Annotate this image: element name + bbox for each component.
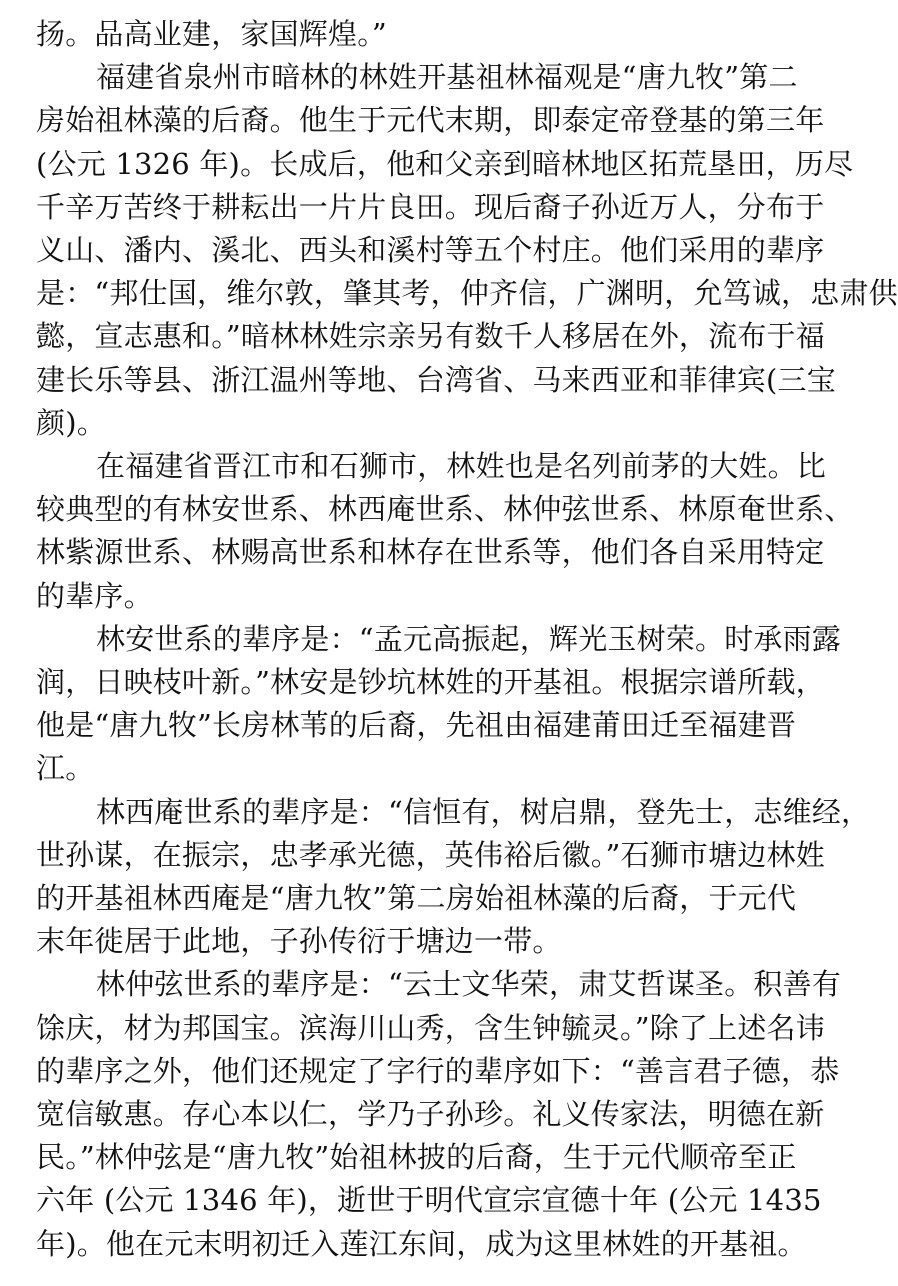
text-line: 的辈序。 — [36, 578, 153, 613]
text-line: 较典型的有林安世系、林西庵世系、林仲弦世系、林原奄世系、 — [36, 492, 854, 527]
paragraph-start-line: 林仲弦世系的辈序是：“云士文华荣，肃艾哲谋圣。积善有 — [96, 967, 842, 1002]
text-line: 房始祖林藻的后裔。他生于元代末期，即泰定帝登基的第三年 — [36, 103, 825, 138]
text-line: 千辛万苦终于耕耘出一片片良田。现后裔子孙近万人，分布于 — [36, 189, 825, 224]
paragraph-start-line: 福建省泉州市暗林的林姓开基祖林福观是“唐九牧”第二 — [96, 60, 798, 95]
text-line: 馀庆，材为邦国宝。滨海川山秀，含生钟毓灵。”除了上述名讳 — [36, 1010, 825, 1045]
text-line: 润，日映枝叶新。”林安是钞坑林姓的开基祖。根据宗谱所载， — [36, 665, 825, 699]
paragraph-start-line: 林西庵世系的辈序是：“信恒有，树启鼎，登先士，志维经， — [96, 794, 871, 829]
text-line: 末年徙居于此地，子孙传衍于塘边一带。 — [36, 924, 562, 959]
text-line: 世孙谋，在振宗，忠孝承光德，英伟裕后徽。”石狮市塘边林姓 — [36, 837, 825, 872]
text-line: 建长乐等县、浙江温州等地、台湾省、马来西亚和菲律宾(三宝 — [36, 362, 836, 397]
text-line: 的开基祖林西庵是“唐九牧”第二房始祖林藻的后裔，于元代 — [36, 881, 797, 915]
text-line: 宽信敏惠。存心本以仁，学乃子孙珍。礼义传家法，明德在新 — [36, 1097, 825, 1131]
text-line: 是：“邦仕国，维尔敦，肇其考，仲齐信，广渊明，允笃诚，忠肃供 — [36, 276, 898, 311]
text-line: 的辈序之外，他们还规定了字行的辈序如下：“善言君子德，恭 — [36, 1053, 840, 1088]
text-line: 义山、潘内、溪北、西头和溪村等五个村庄。他们采用的辈序 — [36, 233, 825, 267]
paragraph-start-line: 林安世系的辈序是：“孟元高振起，辉光玉树荣。时承雨露 — [96, 621, 842, 656]
paragraph-start-line: 在福建省晋江市和石狮市，林姓也是名列前茅的大姓。比 — [96, 449, 827, 483]
text-line: 他是“唐九牧”长房林苇的后裔，先祖由福建莆田迁至福建晋 — [36, 708, 797, 743]
text-line: 六年 (公元 1346 年)，逝世于明代宣宗宣德十年 (公元 1435 — [36, 1183, 822, 1218]
text-line: 民。”林仲弦是“唐九牧”始祖林披的后裔，生于元代顺帝至正 — [36, 1140, 797, 1175]
text-line: 林紫源世系、林赐高世系和林存在世系等，他们各自采用特定 — [36, 535, 825, 570]
text-line: 年)。他在元末明初迁入莲江东间，成为这里林姓的开基祖。 — [36, 1226, 807, 1261]
text-line: 江。 — [36, 751, 95, 786]
text-line: 懿，宣志惠和。”暗林林姓宗亲另有数千人移居在外，流布于福 — [36, 319, 825, 354]
text-line: (公元 1326 年)。长成后，他和父亲到暗林地区拓荒垦田，历尽 — [36, 146, 854, 181]
text-line: 扬。品高业建，家国辉煌。” — [36, 17, 387, 51]
text-line: 颜)。 — [36, 405, 106, 440]
